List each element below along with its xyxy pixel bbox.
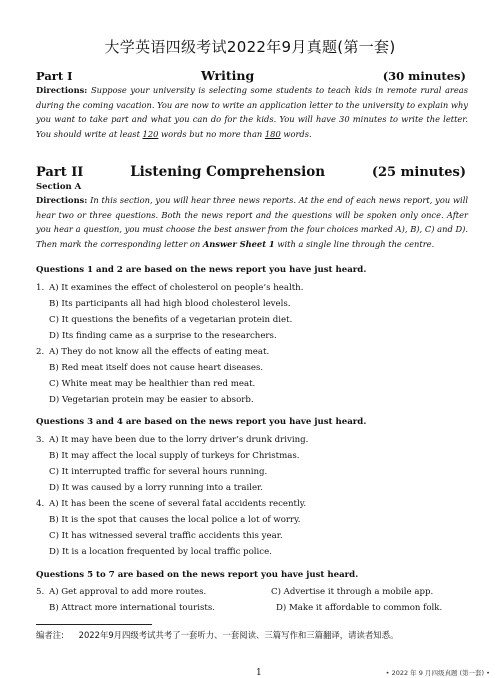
part2-label: Part II: [36, 165, 84, 180]
part2-name: Listening Comprehension: [130, 164, 326, 180]
part2-directions-text-a: In this section, you will hear three news reports. At the end of each news report, you will hear two or three questions. Both the news report and the questions will be spoken only once. After you hear a question, you must choose the best answer from the four choices marked A), B), C) and D). Then mark the corresponding letter on: [36, 195, 468, 249]
part1-time: (30 minutes): [382, 69, 466, 83]
part1-label: Part I: [36, 69, 73, 83]
question-number: 5.: [36, 587, 45, 597]
editor-note-text: 2022年9月四级考试共考了一套听力、一套阅读、三篇写作和三篇翻译，请读者知悉。: [78, 630, 399, 640]
option-1b: B) Its participants all had high blood cholesterol levels.: [49, 299, 291, 309]
part1-min-words: 120: [142, 128, 159, 139]
running-footer: • 2022 年 9 月四级真题 (第一套) •: [385, 669, 490, 677]
option-3d: D) It was caused by a lorry running into a trailer.: [49, 483, 263, 493]
option-2a: A) They do not know all the effects of eating meat.: [49, 347, 270, 357]
option-5a: A) Get approval to add more routes.: [49, 587, 207, 597]
option-2d: D) Vegetarian protein may be easier to absorb.: [49, 395, 254, 405]
part2-directions-text-b: with a single line through the centre.: [274, 238, 435, 249]
option-4a: A) It has been the scene of several fatal accidents recently.: [49, 499, 307, 509]
option-5b: B) Attract more international tourists.: [49, 603, 215, 613]
question-number: 2.: [36, 347, 45, 357]
option-4b: B) It is the spot that causes the local police a lot of worry.: [49, 515, 301, 525]
question-group-heading: Questions 3 and 4 are based on the news report you have just heard.: [36, 417, 367, 427]
section-a-label: Section A: [36, 182, 82, 192]
part2-header: [36, 164, 466, 180]
part1-header: [36, 68, 466, 83]
part2-time: (25 minutes): [371, 165, 466, 180]
option-2c: C) White meat may be healthier than red meat.: [49, 379, 256, 389]
option-4d: D) It is a location frequented by local traffic police.: [49, 547, 272, 557]
editor-note: [36, 629, 398, 641]
part1-directions-text-b: words but no more than: [158, 128, 265, 139]
part1-directions-label: Directions:: [36, 85, 88, 95]
page-number: 1: [256, 668, 262, 678]
option-1d: D) Its finding came as a surprise to the researchers.: [49, 331, 277, 341]
part1-directions: [36, 83, 468, 141]
part2-directions: [36, 193, 468, 251]
editor-note-label: 编者注:: [36, 630, 64, 640]
question-number: 4.: [36, 499, 45, 509]
part1-name: Writing: [201, 68, 255, 83]
option-3c: C) It interrupted traffic for several hours running.: [49, 467, 268, 477]
page-title: 大学英语四级考试2022年9月真题(第一套): [104, 38, 396, 56]
option-3b: B) It may affect the local supply of turkeys for Christmas.: [49, 451, 300, 461]
question-number: 1.: [36, 283, 45, 293]
part1-directions-text-a: Suppose your university is selecting some students to teach kids in remote rural areas during the coming vacation. You are now to write an application letter to the university to explain why you want to take part and what you can do for the kids. You will have 30 minutes to write the letter. You should write at least: [36, 85, 468, 139]
option-4c: C) It has witnessed several traffic accidents this year.: [49, 531, 283, 541]
part2-directions-label: Directions:: [36, 195, 88, 205]
option-1a: A) It examines the effect of cholesterol on people’s health.: [49, 283, 304, 293]
question-number: 3.: [36, 435, 45, 445]
option-5c: C) Advertise it through a mobile app.: [271, 587, 434, 597]
option-2b: B) Red meat itself does not cause heart diseases.: [49, 363, 264, 373]
option-3a: A) It may have been due to the lorry driver’s drunk driving.: [49, 435, 309, 445]
footnote-divider: [36, 624, 152, 625]
question-group-heading: Questions 1 and 2 are based on the news report you have just heard.: [36, 265, 367, 275]
option-1c: C) It questions the benefits of a vegetarian protein diet.: [49, 315, 293, 325]
part1-max-words: 180: [264, 128, 281, 139]
answer-sheet-label: Answer Sheet 1: [202, 238, 275, 249]
part1-directions-text-c: words.: [280, 128, 312, 139]
option-5d: D) Make it affordable to common folk.: [276, 603, 443, 613]
question-group-heading: Questions 5 to 7 are based on the news report you have just heard.: [36, 570, 359, 580]
